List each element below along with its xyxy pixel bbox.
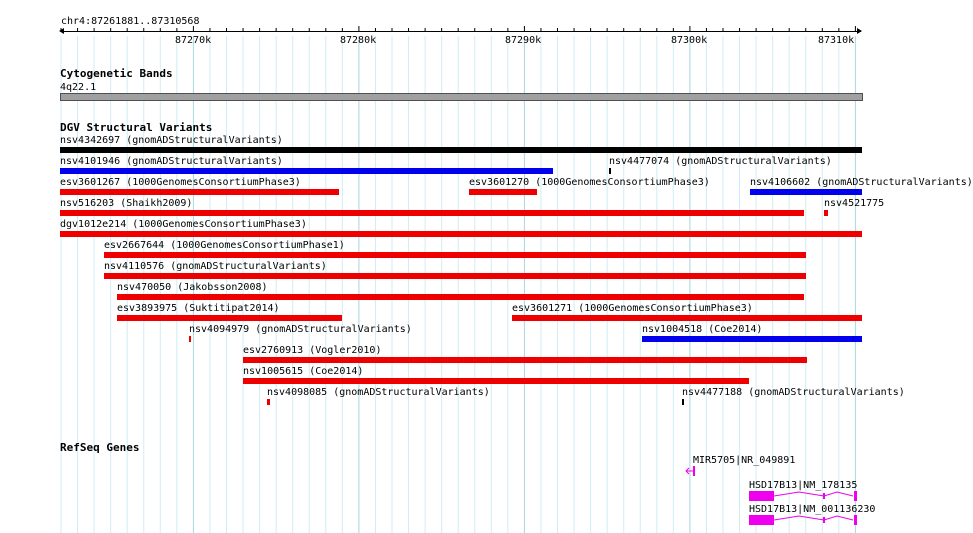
variant-bar[interactable] (117, 294, 804, 300)
ruler-right-arrow-icon (857, 28, 862, 34)
variant-label[interactable]: esv3601271 (1000GenomesConsortiumPhase3) (512, 303, 753, 314)
variant-label[interactable]: nsv4342697 (gnomADStructuralVariants) (60, 135, 283, 146)
ruler-tick-label: 87270k (175, 35, 212, 46)
variant-bar[interactable] (469, 189, 537, 195)
ruler-tick-label: 87280k (340, 35, 377, 46)
variant-bar[interactable] (682, 399, 684, 405)
coordinate-label: chr4:87261881..87310568 (61, 16, 200, 27)
ruler-tick-label: 87290k (505, 35, 542, 46)
variant-bar[interactable] (512, 315, 862, 321)
ruler-line (61, 31, 861, 32)
variant-label[interactable]: esv3893975 (Suktitipat2014) (117, 303, 280, 314)
variant-bar[interactable] (117, 315, 342, 321)
gene-model-nm-001136230[interactable] (749, 514, 861, 526)
variant-bar[interactable] (609, 168, 611, 174)
variant-label[interactable]: nsv1005615 (Coe2014) (243, 366, 364, 377)
variant-label[interactable]: esv3601267 (1000GenomesConsortiumPhase3) (60, 177, 301, 188)
variant-label[interactable]: nsv4106602 (gnomADStructuralVariants) (750, 177, 973, 188)
variant-bar[interactable] (60, 189, 339, 195)
variant-label[interactable]: nsv4094979 (gnomADStructuralVariants) (189, 324, 412, 335)
variant-label[interactable]: esv2760913 (Vogler2010) (243, 345, 382, 356)
variant-label[interactable]: nsv4521775 (824, 198, 885, 209)
variant-bar[interactable] (267, 399, 270, 405)
variant-bar[interactable] (60, 168, 553, 174)
gene-label[interactable]: MIR5705|NR_049891 (693, 455, 796, 466)
ruler-left-arrow-icon (59, 28, 64, 34)
variant-label[interactable]: nsv4098085 (gnomADStructuralVariants) (267, 387, 490, 398)
ruler-tick-label: 87300k (671, 35, 708, 46)
variant-bar[interactable] (243, 357, 807, 363)
variant-label[interactable]: nsv470050 (Jakobsson2008) (117, 282, 268, 293)
gene-model-mir5705[interactable] (684, 465, 698, 477)
variant-label[interactable]: nsv4110576 (gnomADStructuralVariants) (104, 261, 327, 272)
variant-bar[interactable] (642, 336, 862, 342)
variant-bar[interactable] (60, 231, 862, 237)
variant-bar[interactable] (104, 273, 806, 279)
gene-label[interactable]: HSD17B13|NM_178135 (749, 480, 858, 491)
gene-model-nm-178135[interactable] (749, 490, 861, 502)
variant-label[interactable]: nsv516203 (Shaikh2009) (60, 198, 193, 209)
variant-label[interactable]: nsv1004518 (Coe2014) (642, 324, 763, 335)
variant-label[interactable]: esv3601270 (1000GenomesConsortiumPhase3) (469, 177, 710, 188)
variant-label[interactable]: dgv1012e214 (1000GenomesConsortiumPhase3) (60, 219, 307, 230)
cytoband-bar[interactable] (60, 93, 863, 101)
variant-bar[interactable] (824, 210, 828, 216)
variant-label[interactable]: esv2667644 (1000GenomesConsortiumPhase1) (104, 240, 345, 251)
variant-bar[interactable] (189, 336, 191, 342)
variant-label[interactable]: nsv4101946 (gnomADStructuralVariants) (60, 156, 283, 167)
variant-bar[interactable] (243, 378, 749, 384)
variant-bar[interactable] (60, 147, 862, 153)
dgv-track-title: DGV Structural Variants (60, 121, 213, 134)
cytoband-track-title: Cytogenetic Bands (60, 67, 173, 80)
variant-bar[interactable] (60, 210, 804, 216)
gene-label[interactable]: HSD17B13|NM_001136230 (749, 504, 876, 515)
refseq-track-title: RefSeq Genes (60, 441, 140, 454)
cytoband-label: 4q22.1 (60, 82, 97, 93)
variant-bar[interactable] (104, 252, 806, 258)
variant-label[interactable]: nsv4477188 (gnomADStructuralVariants) (682, 387, 905, 398)
variant-bar[interactable] (750, 189, 862, 195)
variant-label[interactable]: nsv4477074 (gnomADStructuralVariants) (609, 156, 832, 167)
ruler-tick-label: 87310k (818, 35, 855, 46)
